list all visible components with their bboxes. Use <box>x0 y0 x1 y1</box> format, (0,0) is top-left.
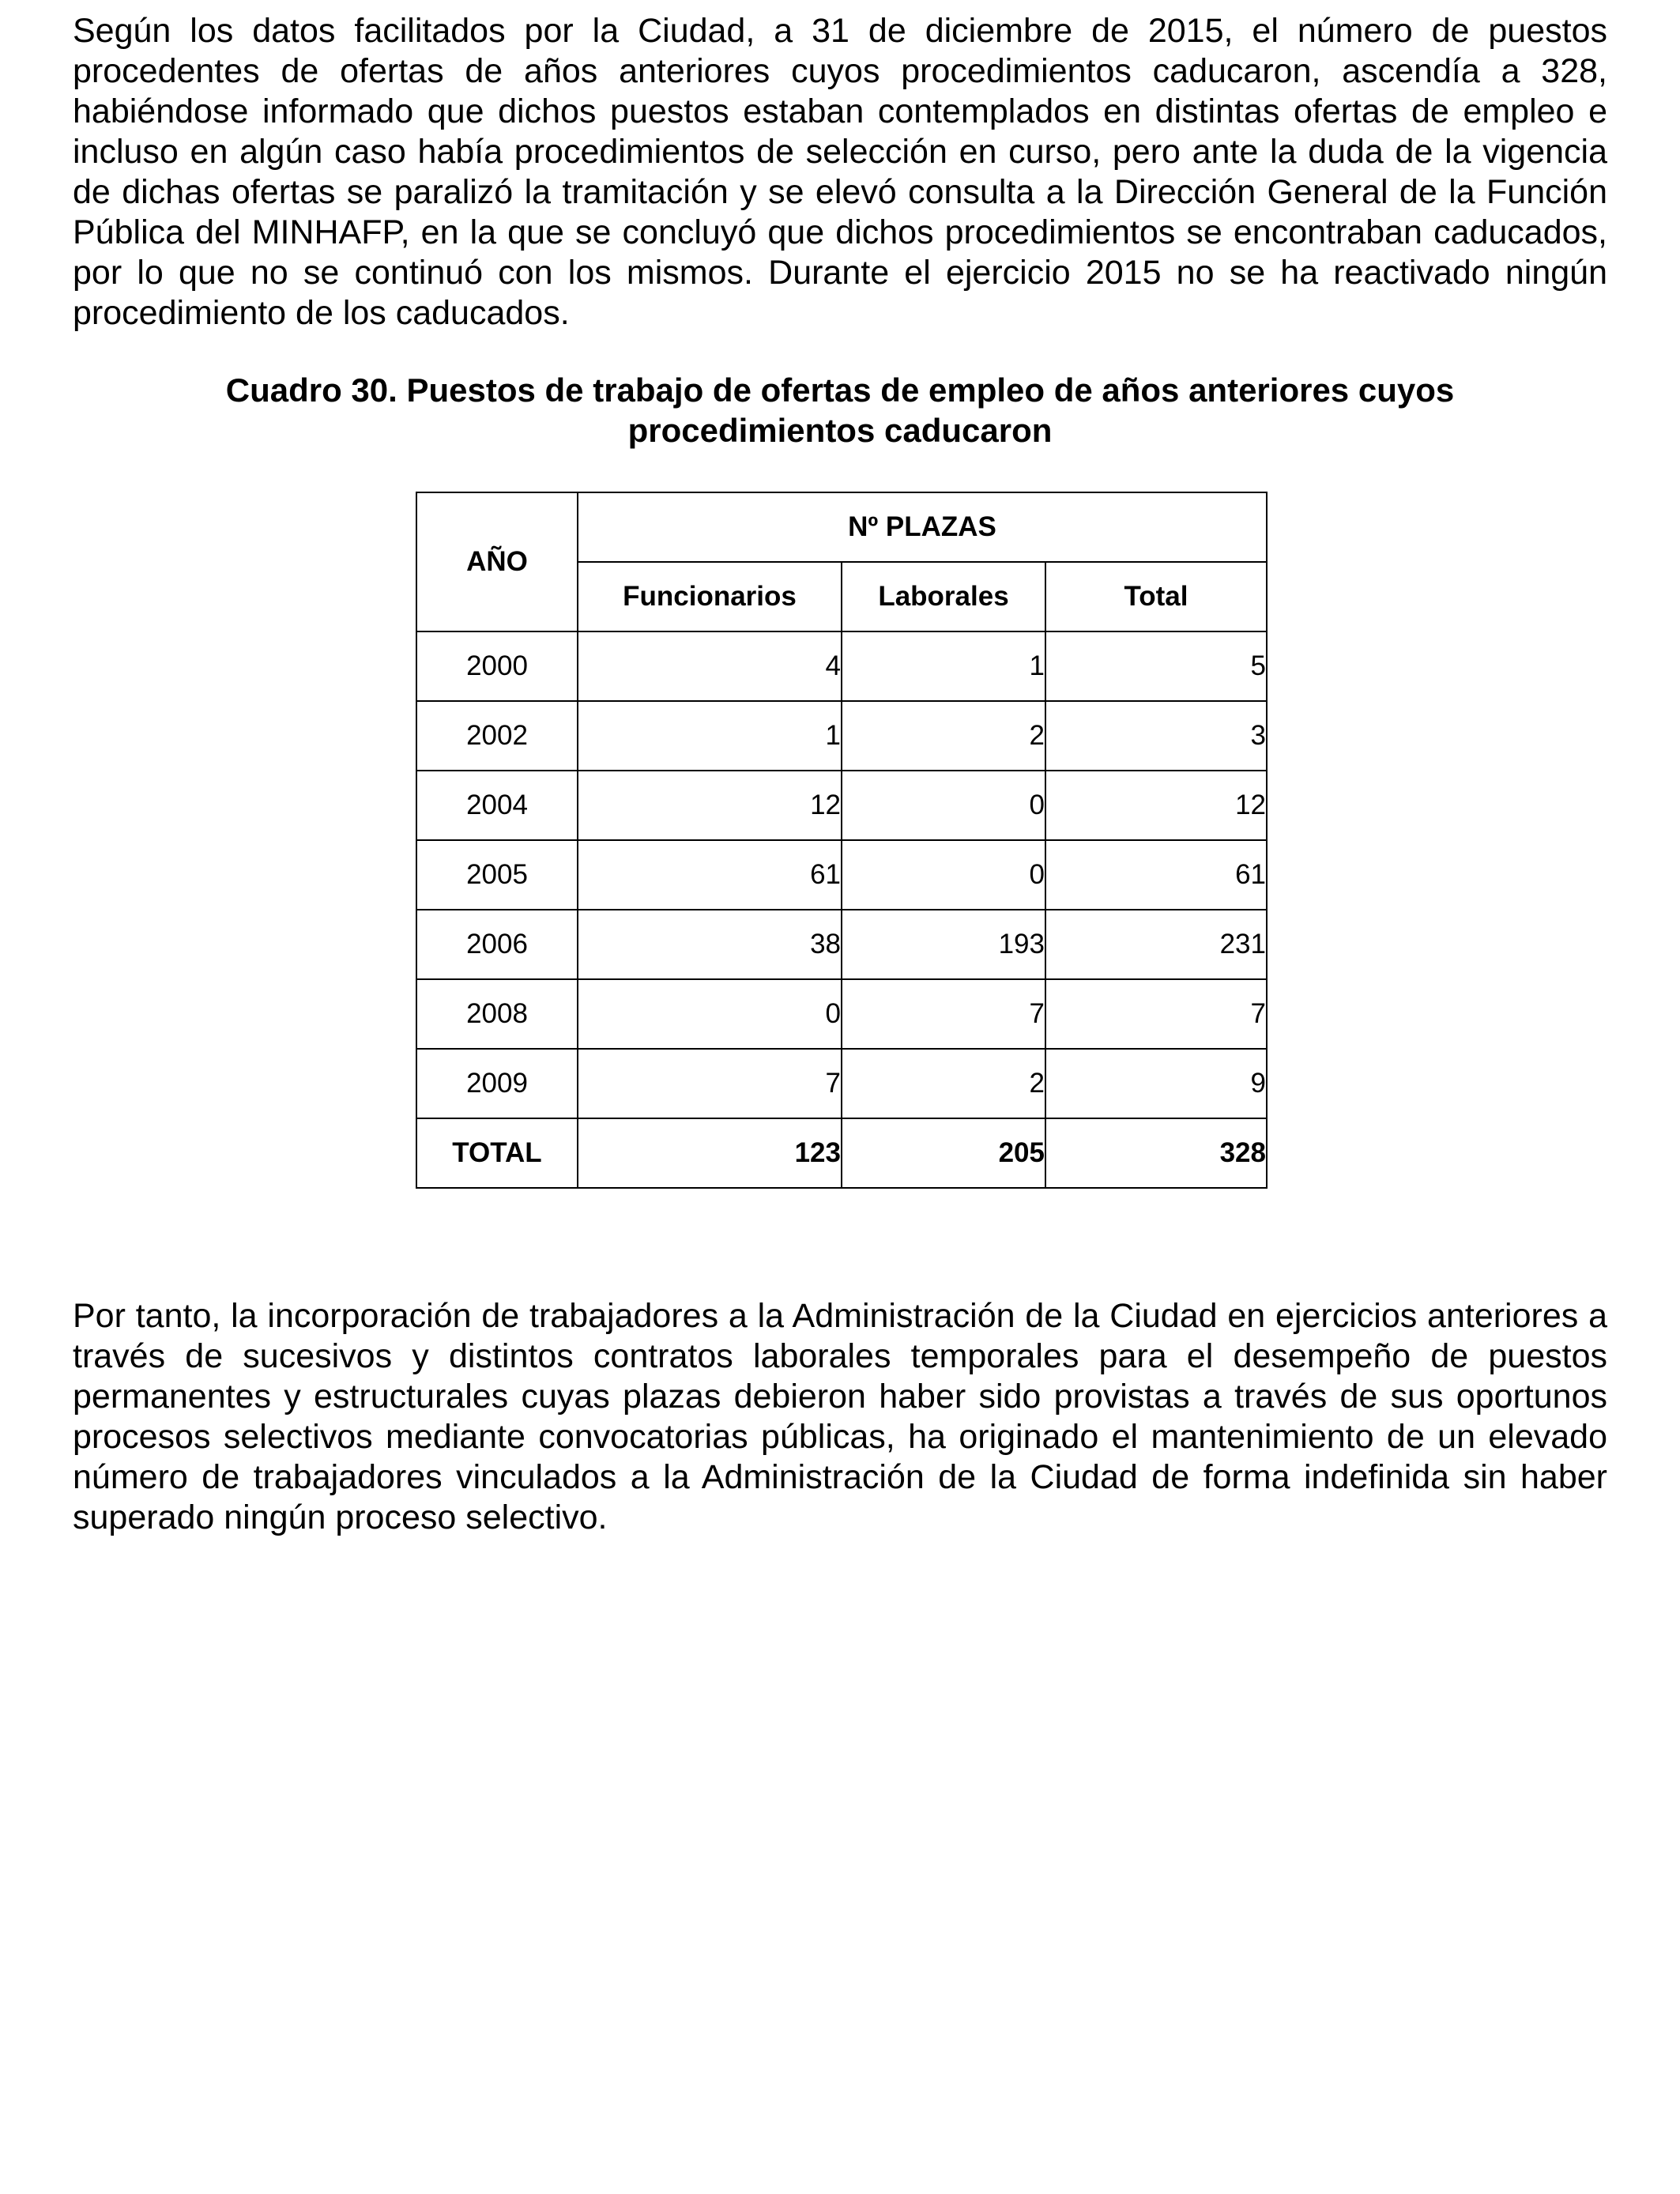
table-row <box>416 631 1267 701</box>
year-cell: 2000 <box>416 631 578 701</box>
table-row <box>416 979 1267 1049</box>
total-cell: 61 <box>1045 840 1267 910</box>
total-row <box>416 1118 1267 1188</box>
total-cell: 231 <box>1045 910 1267 979</box>
funcionarios-header: Funcionarios <box>578 562 842 631</box>
laborales-cell: 0 <box>842 771 1045 840</box>
total-cell: 12 <box>1045 771 1267 840</box>
total-cell: 7 <box>1045 979 1267 1049</box>
year-cell: 2006 <box>416 910 578 979</box>
table-caption: Cuadro 30. Puestos de trabajo de ofertas de empleo de años anteriores cuyos procedimientos caducaron <box>225 371 1455 449</box>
laborales-cell: 7 <box>842 979 1045 1049</box>
funcionarios-cell: 61 <box>578 840 842 910</box>
laborales-cell: 193 <box>842 910 1045 979</box>
funcionarios-cell: 38 <box>578 910 842 979</box>
total-cell: 9 <box>1045 1049 1267 1118</box>
table-row <box>416 840 1267 910</box>
funcionarios-total-cell: 123 <box>578 1118 842 1188</box>
plazas-header: Nº PLAZAS <box>578 492 1267 562</box>
table-row <box>416 1049 1267 1118</box>
year-cell: 2008 <box>416 979 578 1049</box>
laborales-cell: 0 <box>842 840 1045 910</box>
funcionarios-cell: 4 <box>578 631 842 701</box>
funcionarios-cell: 0 <box>578 979 842 1049</box>
year-cell: 2002 <box>416 701 578 771</box>
funcionarios-cell: 12 <box>578 771 842 840</box>
intro-paragraph: Según los datos facilitados por la Ciudad, a 31 de diciembre de 2015, el número de puestos procedentes de ofertas de años anteriores cuyos procedimientos caducaron, ascendía a 328, habiéndose informado que dichos puestos estaban contemplados en distintas ofertas de empleo e incluso en algún caso había procedimientos de selección en curso, pero ante la duda de la vigencia de dichas ofertas se paralizó la tramitación y se elevó consulta a la Dirección General de la Función Pública del MINHAFP, en la que se concluyó que dichos procedimientos se encontraban caducados, por lo que no se continuó con los mismos. Durante el ejercicio 2015 no se ha reactivado ningún procedimiento de los caducados. <box>73 12 1607 332</box>
laborales-cell: 2 <box>842 701 1045 771</box>
table-row <box>416 910 1267 979</box>
conclusion-paragraph: Por tanto, la incorporación de trabajadores a la Administración de la Ciudad en ejercicios anteriores a través de sucesivos y distintos contratos laborales temporales para el desempeño de puestos permanentes y estructurales cuyas plazas debieron haber sido provistas a través de sus oportunos procesos selectivos mediante convocatorias públicas, ha originado el mantenimiento de un elevado número de trabajadores vinculados a la Administración de la Ciudad de forma indefinida sin haber superado ningún proceso selectivo. <box>73 1297 1607 1536</box>
laborales-header: Laborales <box>842 562 1045 631</box>
total-cell: 5 <box>1045 631 1267 701</box>
year-cell: 2004 <box>416 771 578 840</box>
funcionarios-cell: 1 <box>578 701 842 771</box>
total-cell: 3 <box>1045 701 1267 771</box>
total-header: Total <box>1045 562 1267 631</box>
table-header-row <box>416 492 1267 562</box>
year-cell: 2005 <box>416 840 578 910</box>
laborales-cell: 1 <box>842 631 1045 701</box>
grand-total-cell: 328 <box>1045 1118 1267 1188</box>
total-label-cell: TOTAL <box>416 1118 578 1188</box>
funcionarios-cell: 7 <box>578 1049 842 1118</box>
year-header: AÑO <box>416 492 578 631</box>
year-cell: 2009 <box>416 1049 578 1118</box>
laborales-total-cell: 205 <box>842 1118 1045 1188</box>
laborales-cell: 2 <box>842 1049 1045 1118</box>
table-row <box>416 701 1267 771</box>
positions-table <box>416 492 1268 1189</box>
table-row <box>416 771 1267 840</box>
